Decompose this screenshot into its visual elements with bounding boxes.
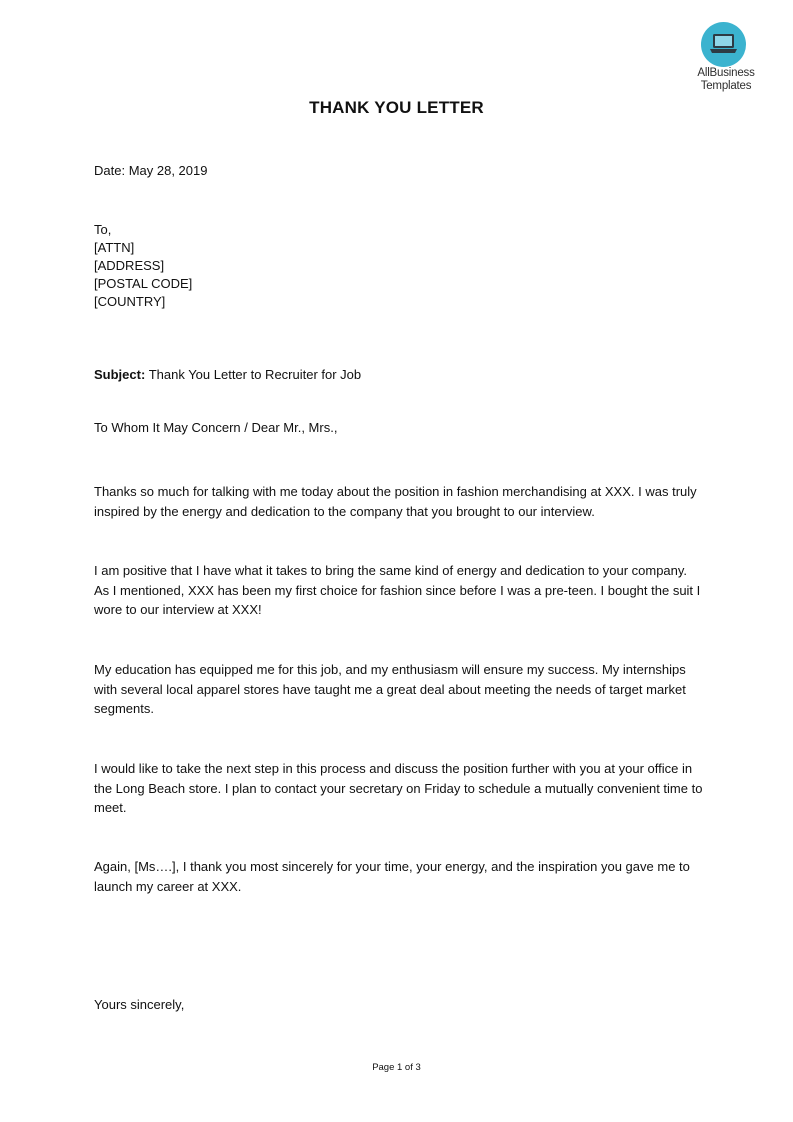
date-label: Date: (94, 163, 126, 178)
logo-text-line2: Templates (700, 80, 752, 92)
logo-text-line1: AllBusiness (697, 67, 755, 79)
address-to: To, (94, 222, 112, 237)
body-paragraph: I am positive that I have what it takes to bring the same kind of energy and dedication to your company. As I mentioned, XXX has been my first choice for fashion since before I was a pre-teen. I bought the suit I wore to our interview at XXX! (94, 563, 701, 617)
subject-line (94, 365, 704, 385)
date-value: May 28, 2019 (128, 163, 208, 178)
body-paragraph: I would like to take the next step in this process and discuss the position further with you at your office in the Long Beach store. I plan to contact your secretary on Friday to schedule a mutually convenient time to meet. (94, 761, 703, 815)
address-attn: [ATTN] (94, 240, 135, 255)
logo-badge (701, 22, 746, 67)
laptop-icon (710, 33, 737, 55)
address-country: [COUNTRY] (94, 294, 166, 309)
address-postal-code: [POSTAL CODE] (94, 276, 193, 291)
page-number: Page 1 of 3 (372, 1062, 421, 1073)
body-paragraph: Thanks so much for talking with me today about the position in fashion merchandising at XXX. I was truly inspired by the energy and dedication to the company that you brought to our interview. (94, 484, 697, 519)
body-paragraph: Again, [Ms….], I thank you most sincerely for your time, your energy, and the inspiration you gave me to launch my career at XXX. (94, 859, 690, 894)
address-street: [ADDRESS] (94, 258, 165, 273)
subject-value: Thank You Letter to Recruiter for Job (148, 367, 362, 382)
body-paragraph: My education has equipped me for this job, and my enthusiasm will ensure my success. My internships with several local apparel stores have taught me a great deal about meeting the needs of target market segments. (94, 662, 686, 716)
subject-label: Subject: (94, 367, 146, 382)
allbusiness-templates-logo (690, 22, 762, 94)
closing: Yours sincerely, (94, 997, 185, 1012)
salutation: To Whom It May Concern / Dear Mr., Mrs., (94, 420, 338, 435)
date-line (94, 161, 704, 181)
recipient-address (94, 221, 704, 311)
document-title: THANK YOU LETTER (309, 98, 484, 117)
